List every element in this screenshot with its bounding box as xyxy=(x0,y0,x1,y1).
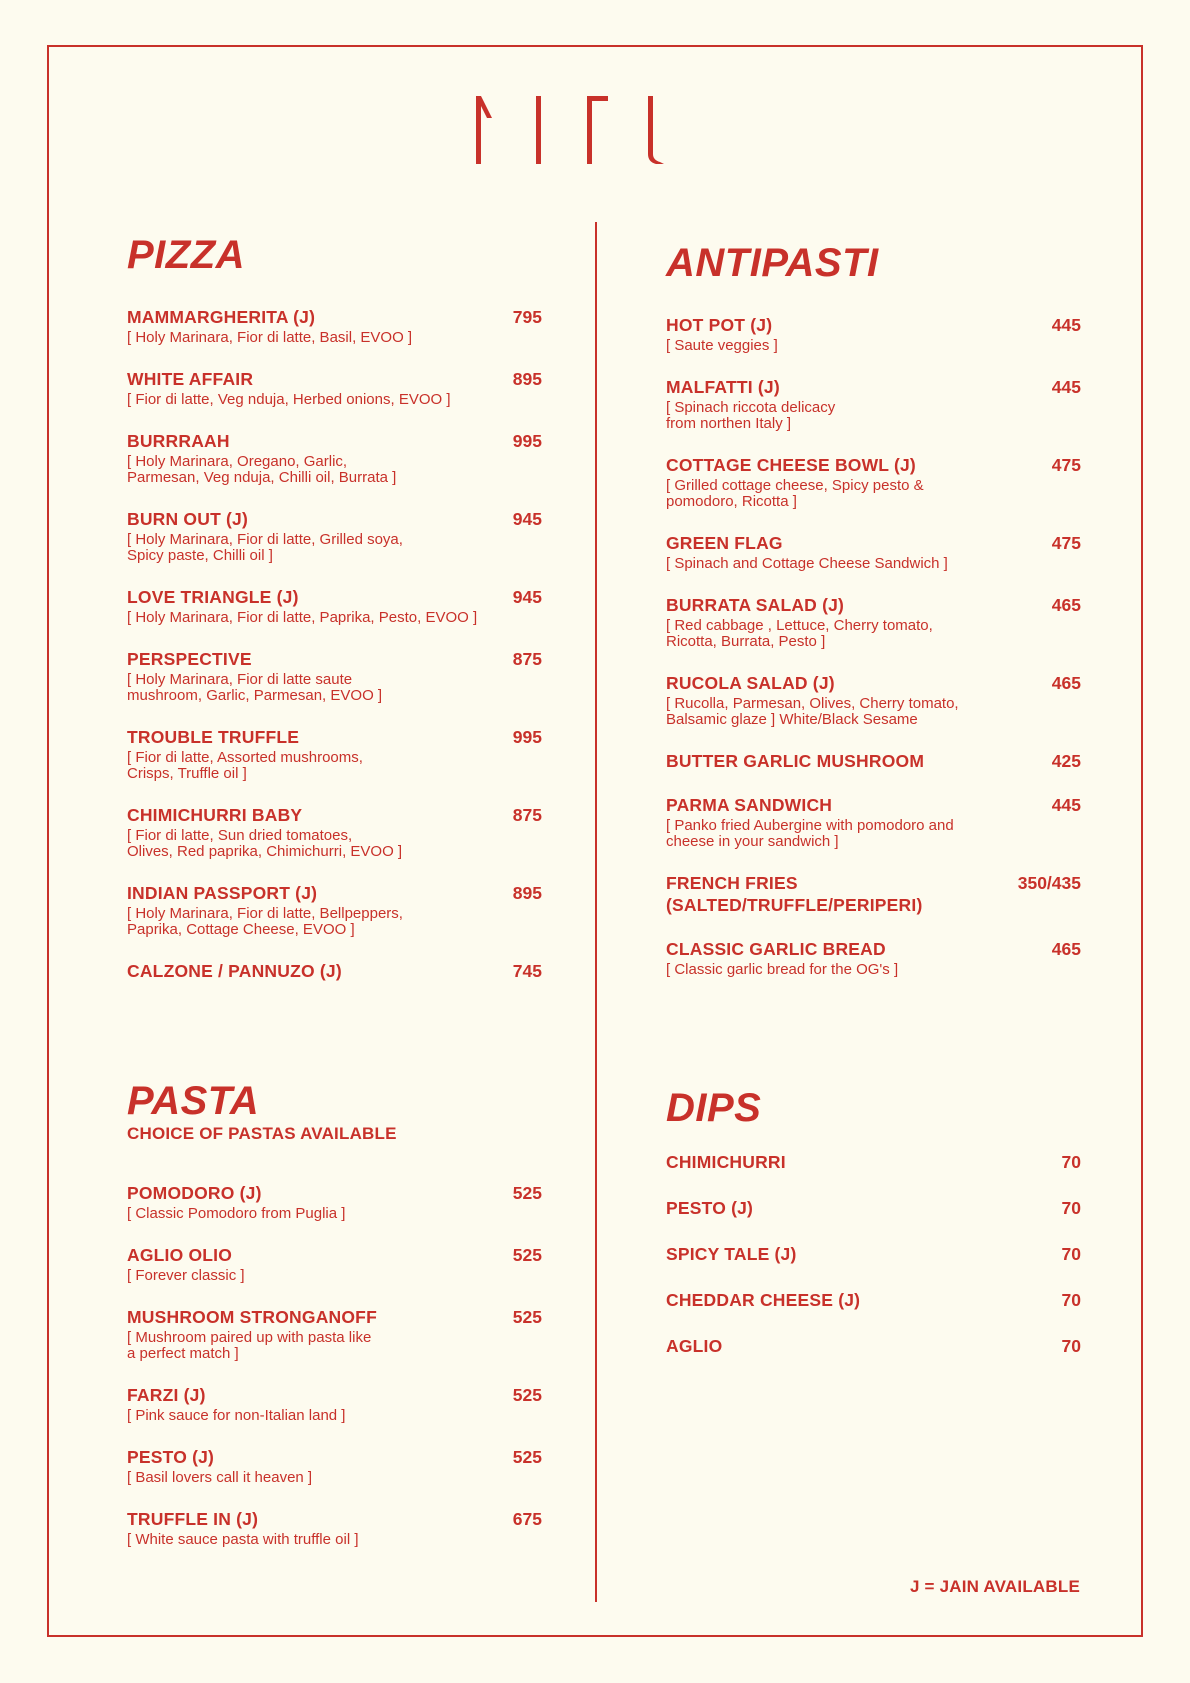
menu-item-price: 475 xyxy=(1051,455,1081,475)
menu-item-price: 350/435 xyxy=(1017,873,1081,893)
menu-item-price: 445 xyxy=(1051,377,1081,397)
menu-item-description: [ Red cabbage , Lettuce, Cherry tomato, Ricotta, Burrata, Pesto ] xyxy=(666,617,933,650)
menu-item-name: TRUFFLE IN (J) xyxy=(127,1509,259,1529)
menu-item-description: [ Mushroom paired up with pasta like a perfect match ] xyxy=(127,1329,372,1362)
menu-item-price: 70 xyxy=(1061,1152,1081,1172)
menu-item xyxy=(666,454,1081,510)
menu-item-price: 895 xyxy=(512,883,542,903)
menu-item-description: [ Holy Marinara, Fior di latte, Bellpeppers, Paprika, Cottage Cheese, EVOO ] xyxy=(127,905,403,938)
menu-item xyxy=(666,938,1081,978)
menu-item xyxy=(666,750,1081,772)
menu-item xyxy=(127,306,542,346)
pizza-section xyxy=(127,232,542,982)
pasta-subtitle: CHOICE OF PASTAS AVAILABLE xyxy=(127,1124,397,1143)
menu-item-price: 465 xyxy=(1051,673,1081,693)
dips-title: DIPS xyxy=(666,1086,762,1130)
menu-item xyxy=(127,430,542,486)
menu-item-name: BURN OUT (J) xyxy=(127,509,249,529)
menu-item-description: [ Pink sauce for non-Italian land ] xyxy=(127,1407,346,1424)
pizza-list xyxy=(127,306,542,982)
menu-item-description: [ Panko fried Aubergine with pomodoro and cheese in your sandwich ] xyxy=(666,817,954,850)
menu-item-name: COTTAGE CHEESE BOWL (J) xyxy=(666,455,916,475)
menu-item-description: [ Spinach riccota delicacy from northen Italy ] xyxy=(666,399,836,432)
menu-item-name: CHIMICHURRI xyxy=(666,1152,786,1172)
dips-section xyxy=(666,1085,1081,1357)
menu-item-price: 995 xyxy=(512,431,542,451)
menu-item xyxy=(127,960,542,982)
menu-item-price: 895 xyxy=(512,369,542,389)
menu-item xyxy=(127,1384,542,1424)
menu-item-price: 745 xyxy=(512,961,542,981)
menu-item-price: 525 xyxy=(512,1245,542,1265)
menu-item xyxy=(127,882,542,938)
menu-item-name: MAMMARGHERITA (J) xyxy=(127,307,316,327)
menu-item xyxy=(666,1243,1081,1265)
menu-item-description: [ Fior di latte, Sun dried tomatoes, Olives, Red paprika, Chimichurri, EVOO ] xyxy=(127,827,403,860)
menu-item-price: 525 xyxy=(512,1307,542,1327)
menu-item-name: PESTO (J) xyxy=(666,1198,754,1218)
menu-item-price: 945 xyxy=(512,587,542,607)
menu-item-name: FARZI (J) xyxy=(127,1385,206,1405)
menu-item xyxy=(666,532,1081,572)
menu-item-description: [ Grilled cottage cheese, Spicy pesto & pomodoro, Ricotta ] xyxy=(666,477,924,510)
menu-item-price: 445 xyxy=(1051,315,1081,335)
menu-item xyxy=(127,586,542,626)
antipasti-section xyxy=(666,240,1081,978)
pizza-title: PIZZA xyxy=(127,233,246,277)
menu-item xyxy=(666,376,1081,432)
menu-item-price: 525 xyxy=(512,1447,542,1467)
menu-item-price: 525 xyxy=(512,1183,542,1203)
menu-item-price: 465 xyxy=(1051,939,1081,959)
menu-item xyxy=(666,794,1081,850)
menu-item-price: 995 xyxy=(512,727,542,747)
menu-item xyxy=(127,648,542,704)
miru-logo xyxy=(470,92,670,166)
menu-item-name: WHITE AFFAIR xyxy=(127,369,254,389)
menu-item-description: [ Holy Marinara, Oregano, Garlic, Parmesan, Veg nduja, Chilli oil, Burrata ] xyxy=(127,453,397,486)
menu-item xyxy=(666,594,1081,650)
menu-item-description: [ White sauce pasta with truffle oil ] xyxy=(127,1531,359,1548)
menu-item-description: [ Rucolla, Parmesan, Olives, Cherry tomato, Balsamic glaze ] White/Black Sesame xyxy=(666,695,959,728)
menu-item xyxy=(666,872,1081,916)
menu-item-name: BURRATA SALAD (J) xyxy=(666,595,845,615)
menu-item-price: 675 xyxy=(512,1509,542,1529)
menu-item-name: POMODORO (J) xyxy=(127,1183,262,1203)
menu-item-name: TROUBLE TRUFFLE xyxy=(127,727,300,747)
menu-item-name: MALFATTI (J) xyxy=(666,377,780,397)
menu-item xyxy=(666,1289,1081,1311)
menu-item-description: [ Spinach and Cottage Cheese Sandwich ] xyxy=(666,555,948,572)
menu-item-name: CHEDDAR CHEESE (J) xyxy=(666,1290,861,1310)
menu-item-price: 875 xyxy=(512,805,542,825)
menu-item-name: BURRRAAH xyxy=(127,431,230,451)
menu-item-price: 70 xyxy=(1061,1244,1081,1264)
menu-item-name: AGLIO OLIO xyxy=(127,1245,233,1265)
menu-item xyxy=(127,1182,542,1222)
menu-item-description: [ Classic garlic bread for the OG's ] xyxy=(666,961,899,978)
menu-item xyxy=(127,804,542,860)
menu-item-price: 70 xyxy=(1061,1290,1081,1310)
menu-item-description: [ Fior di latte, Assorted mushrooms, Crisps, Truffle oil ] xyxy=(127,749,363,782)
menu-item-description: [ Holy Marinara, Fior di latte, Basil, EVOO ] xyxy=(127,329,413,346)
menu-item-name: RUCOLA SALAD (J) xyxy=(666,673,835,693)
menu-item-description: [ Classic Pomodoro from Puglia ] xyxy=(127,1205,346,1222)
menu-item-name: CLASSIC GARLIC BREAD xyxy=(666,939,886,959)
menu-item-name: INDIAN PASSPORT (J) xyxy=(127,883,318,903)
menu-item-price: 445 xyxy=(1051,795,1081,815)
menu-item-description: [ Holy Marinara, Fior di latte saute mushroom, Garlic, Parmesan, EVOO ] xyxy=(127,671,383,704)
antipasti-title: ANTIPASTI xyxy=(666,241,879,285)
menu-item-name: LOVE TRIANGLE (J) xyxy=(127,587,299,607)
pasta-title: PASTA xyxy=(127,1079,260,1123)
menu-item-price: 70 xyxy=(1061,1336,1081,1356)
column-divider xyxy=(595,222,597,1602)
menu-item-name: GREEN FLAG xyxy=(666,533,783,553)
menu-item xyxy=(127,508,542,564)
menu-item-name: CHIMICHURRI BABY xyxy=(127,805,303,825)
menu-item-price: 945 xyxy=(512,509,542,529)
menu-item-price: 70 xyxy=(1061,1198,1081,1218)
menu-item-name: PARMA SANDWICH xyxy=(666,795,833,815)
menu-item xyxy=(666,314,1081,354)
menu-item xyxy=(666,1151,1081,1173)
menu-item-description: [ Forever classic ] xyxy=(127,1267,245,1284)
jain-footnote: J = JAIN AVAILABLE xyxy=(909,1577,1080,1596)
menu-item-description: [ Fior di latte, Veg nduja, Herbed onions, EVOO ] xyxy=(127,391,451,408)
menu-item-name: CALZONE / PANNUZO (J) xyxy=(127,961,342,981)
menu-item xyxy=(127,1446,542,1486)
pasta-section xyxy=(127,1078,542,1548)
menu-item-name: PESTO (J) xyxy=(127,1447,215,1467)
menu-item-name: PERSPECTIVE xyxy=(127,649,252,669)
menu-item-description: [ Saute veggies ] xyxy=(666,337,778,354)
menu-item xyxy=(666,1197,1081,1219)
menu-item-price: 525 xyxy=(512,1385,542,1405)
menu-item-name: HOT POT (J) xyxy=(666,315,773,335)
menu-item-name: MUSHROOM STRONGANOFF xyxy=(127,1307,377,1327)
menu-item-description: [ Holy Marinara, Fior di latte, Grilled soya, Spicy paste, Chilli oil ] xyxy=(127,531,403,564)
menu-item-name: SPICY TALE (J) xyxy=(666,1244,797,1264)
menu-item xyxy=(666,1335,1081,1357)
menu-item xyxy=(127,726,542,782)
menu-item-price: 795 xyxy=(512,307,542,327)
menu-item-price: 475 xyxy=(1051,533,1081,553)
menu-item-price: 875 xyxy=(512,649,542,669)
menu-item xyxy=(666,672,1081,728)
antipasti-list xyxy=(666,314,1081,978)
pasta-list xyxy=(127,1182,542,1548)
menu-item-description: [ Holy Marinara, Fior di latte, Paprika, Pesto, EVOO ] xyxy=(127,609,478,626)
menu-item-description: [ Basil lovers call it heaven ] xyxy=(127,1469,313,1486)
menu-item xyxy=(127,368,542,408)
menu-item-name: FRENCH FRIES (SALTED/TRUFFLE/PERIPERI) xyxy=(666,873,923,915)
menu-item xyxy=(127,1244,542,1284)
menu-item-name: AGLIO xyxy=(666,1336,723,1356)
dips-list xyxy=(666,1151,1081,1357)
menu-item-price: 425 xyxy=(1051,751,1081,771)
menu-item-name: BUTTER GARLIC MUSHROOM xyxy=(666,751,925,771)
menu-item xyxy=(127,1306,542,1362)
menu-item xyxy=(127,1508,542,1548)
menu-item-price: 465 xyxy=(1051,595,1081,615)
